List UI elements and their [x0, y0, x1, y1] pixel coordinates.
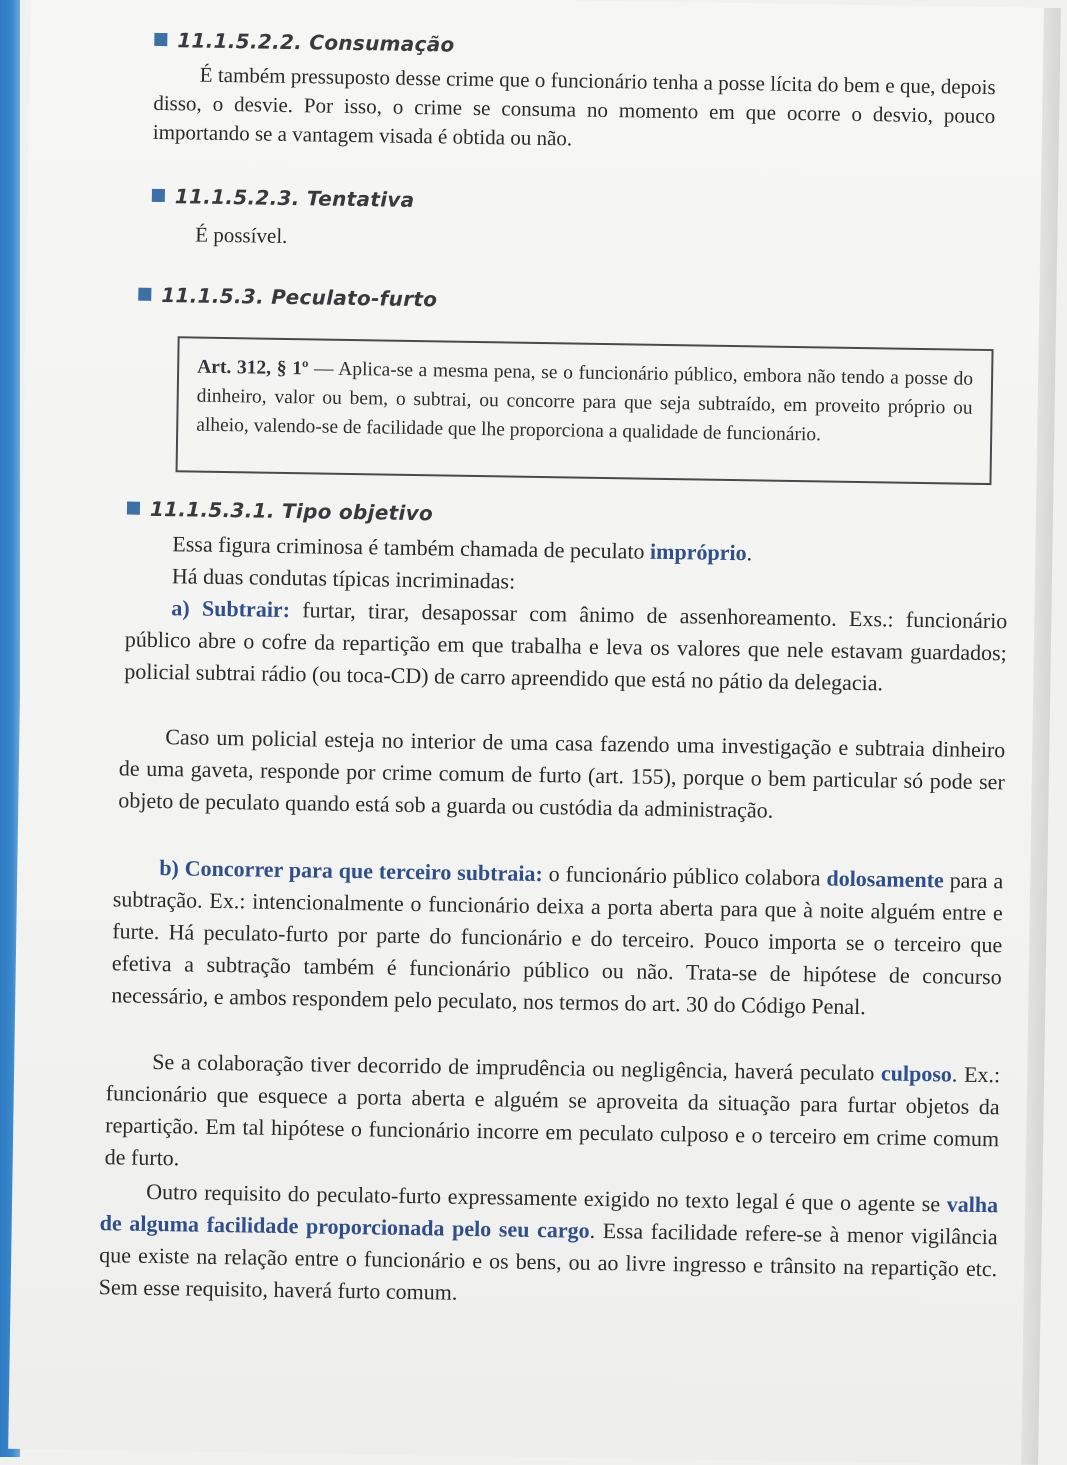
paragraph-consumacao: É também pressuposto desse crime que o funcionário tenha a posse lícita do bem e que, depois disso, o desvie. Por isso, o crime se consuma no momento em que ocorre o desvio, pouco importando se a vantagem visada é obtida ou não.	[152, 62, 996, 151]
paragraph-improprio: Essa figura criminosa é também chamada de peculato impróprio.	[172, 531, 753, 566]
heading-consumacao: 11.1.5.2.2. Consumação	[154, 28, 455, 57]
paragraph-concorrer: b) Concorrer para que terceiro subtraia: o funcionário público colabora dolosamente para a subtração. Ex.: intencionalmente o funcionário deixa a porta aberta para que à noite alguém entre e furte. Há peculato-furto por parte do funcionário e do terceiro. Pouco importa se o terceiro que efetiva a subtração também é funcionário público ou não. Trata-se de hipótese de concurso necessário, e ambos respondem pelo peculato, nos termos do art. 30 do Código Penal.	[111, 855, 1004, 1020]
paragraph-tentativa: É possível.	[195, 222, 288, 248]
heading-tentativa: 11.1.5.2.3. Tentativa	[152, 184, 415, 212]
book-page	[8, 0, 1061, 1465]
section-bullet-icon	[138, 288, 151, 301]
article-reference: Art. 312, § 1º	[197, 356, 309, 380]
legal-article-text: Art. 312, § 1º — Aplica-se a mesma pena, se o funcionário público, embora não tendo a posse do dinheiro, valor ou bem, o subtrai, ou concorre para que seja subtraído, em proveito próprio ou alheio, valendo-se de facilidade que lhe proporciona a qualidade de funcionário.	[196, 356, 974, 446]
legal-article-box	[176, 336, 994, 485]
section-bullet-icon	[154, 33, 167, 46]
paragraph-duas-condutas: Há duas condutas típicas incriminadas:	[171, 563, 516, 594]
heading-tipo-objetivo: 11.1.5.3.1. Tipo objetivo	[127, 496, 433, 525]
paragraph-caso-policial: Caso um policial esteja no interior de uma casa fazendo uma investigação e subtraia dinheiro de uma gaveta, responde por crime comum de furto (art. 155), porque o bem particular só pode ser objeto de peculato quando está sob a guarda ou custódia da administração.	[118, 724, 1006, 823]
heading-peculato-furto: 11.1.5.3. Peculato-furto	[138, 283, 437, 312]
section-bullet-icon	[152, 189, 165, 202]
paragraph-outro-requisito: Outro requisito do peculato-furto expressamente exigido no texto legal é que o agente se valha de alguma facilidade proporcionada pelo seu cargo. Essa facilidade refere-se à menor vigilância que existe na relação entre o funcionário e os bens, ou ao livre ingresso e trânsito na repartição etc. Sem esse requisito, haverá furto comum.	[98, 1178, 999, 1305]
paragraph-subtrair: a) Subtrair: furtar, tirar, desapossar com ânimo de assenhoreamento. Exs.: funcionário público abre o cofre da repartição em que trabalha e leva os valores que nele estavam guardados; policial subtrai rádio (ou toca-CD) de carro apreendido que está no pátio da delegacia.	[124, 595, 1008, 696]
page-gutter-shadow	[1021, 8, 1061, 1465]
section-bullet-icon	[127, 501, 140, 514]
paragraph-culposo: Se a colaboração tiver decorrido de imprudência ou negligência, haverá peculato culposo. Ex.: funcionário que esquece a porta aberta e alguém se aproveita da situação para furtar objetos da repartição. Em tal hipótese o funcionário incorre em peculato culposo e o terceiro em crime comum de furto.	[104, 1048, 1001, 1171]
